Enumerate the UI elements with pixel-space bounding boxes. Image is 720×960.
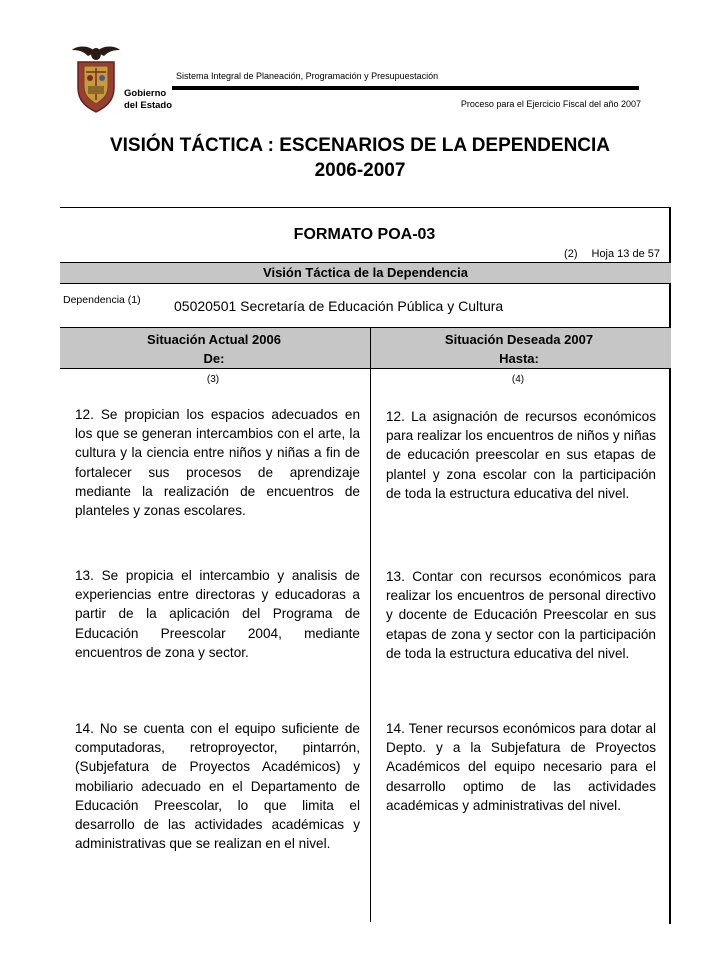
page-title [0,133,720,183]
page-counter [564,248,660,260]
divider [60,283,671,284]
page-ref: (2) [564,248,578,260]
column-header-current: Situación Actual 2006 De: [147,332,281,366]
divider [60,327,671,328]
desired-item-12: 12. La asignación de recursos económicos para realizar los encuentros de niños y niñas de educación preescolar en sus etapas de plantel y zona escolar con la participación de toda la estructura educativa del nivel. [386,409,656,501]
header-rule [172,86,639,90]
process-name: Proceso para el Ejercicio Fiscal del año 2007 [460,99,641,109]
government-label: Gobierno del Estado [124,88,173,111]
system-name: Sistema Integral de Planeación, Programación y Presupuestación [176,71,439,81]
page-label: Hoja 13 de 57 [591,248,660,260]
section-title: Visión Táctica de la Dependencia [60,263,671,283]
column-header-desired: Situación Deseada 2007 Hasta: [444,332,594,366]
column-divider [370,328,371,922]
title-line-2: 2006-2007 [314,160,406,181]
format-title: FORMATO POA-03 [293,226,436,243]
current-item-13: 13. Se propicia el intercambio y analisis de experiencias entre directoras y educadoras a partir de la aplicación del Programa de Educación Preescolar 2004, mediante encuentros de zona y sector. [75,568,360,660]
current-item-12: 12. Se propician los espacios adecuados en los que se generan intercambios con el arte, la cultura y la ciencia entre niños y niñas a fin de fortalecer sus procesos de aprendizaje mediante la realización de encuentros de planteles y zonas escolares. [75,407,360,519]
divider [60,368,671,369]
current-item-14: 14. No se cuenta con el equipo suficiente de computadoras, retroproyector, pintarrón, (Subjefatura de Proyectos Académicos) y mobiliario adecuado en el Departamento de Educación Preescolar, lo que limita el desarrollo de las actividades académicas y administrativas que se realizan en el nivel. [75,721,360,852]
dependency-label: Dependencia (1) [63,294,141,306]
state-seal-logo [70,42,122,114]
desired-item-14: 14. Tener recursos económicos para dotar al Depto. y a la Subjefatura de Proyectos Académicos del equipo necesario para el desarrollo optimo de las actividades académicas y administrativas del nivel. [386,721,656,813]
dependency-value: 05020501 Secretaría de Educación Pública y Cultura [174,298,504,314]
title-line-1: VISIÓN TÁCTICA : ESCENARIOS DE LA DEPENDENCIA [109,135,611,156]
current-ref: (3) [206,374,220,385]
desired-item-13: 13. Contar con recursos económicos para realizar los encuentros de personal directivo y docente de Educación Preescolar en sus etapas de zona y sector con la participación de toda la estructura educativa del nivel. [386,569,656,661]
desired-ref: (4) [511,374,525,385]
